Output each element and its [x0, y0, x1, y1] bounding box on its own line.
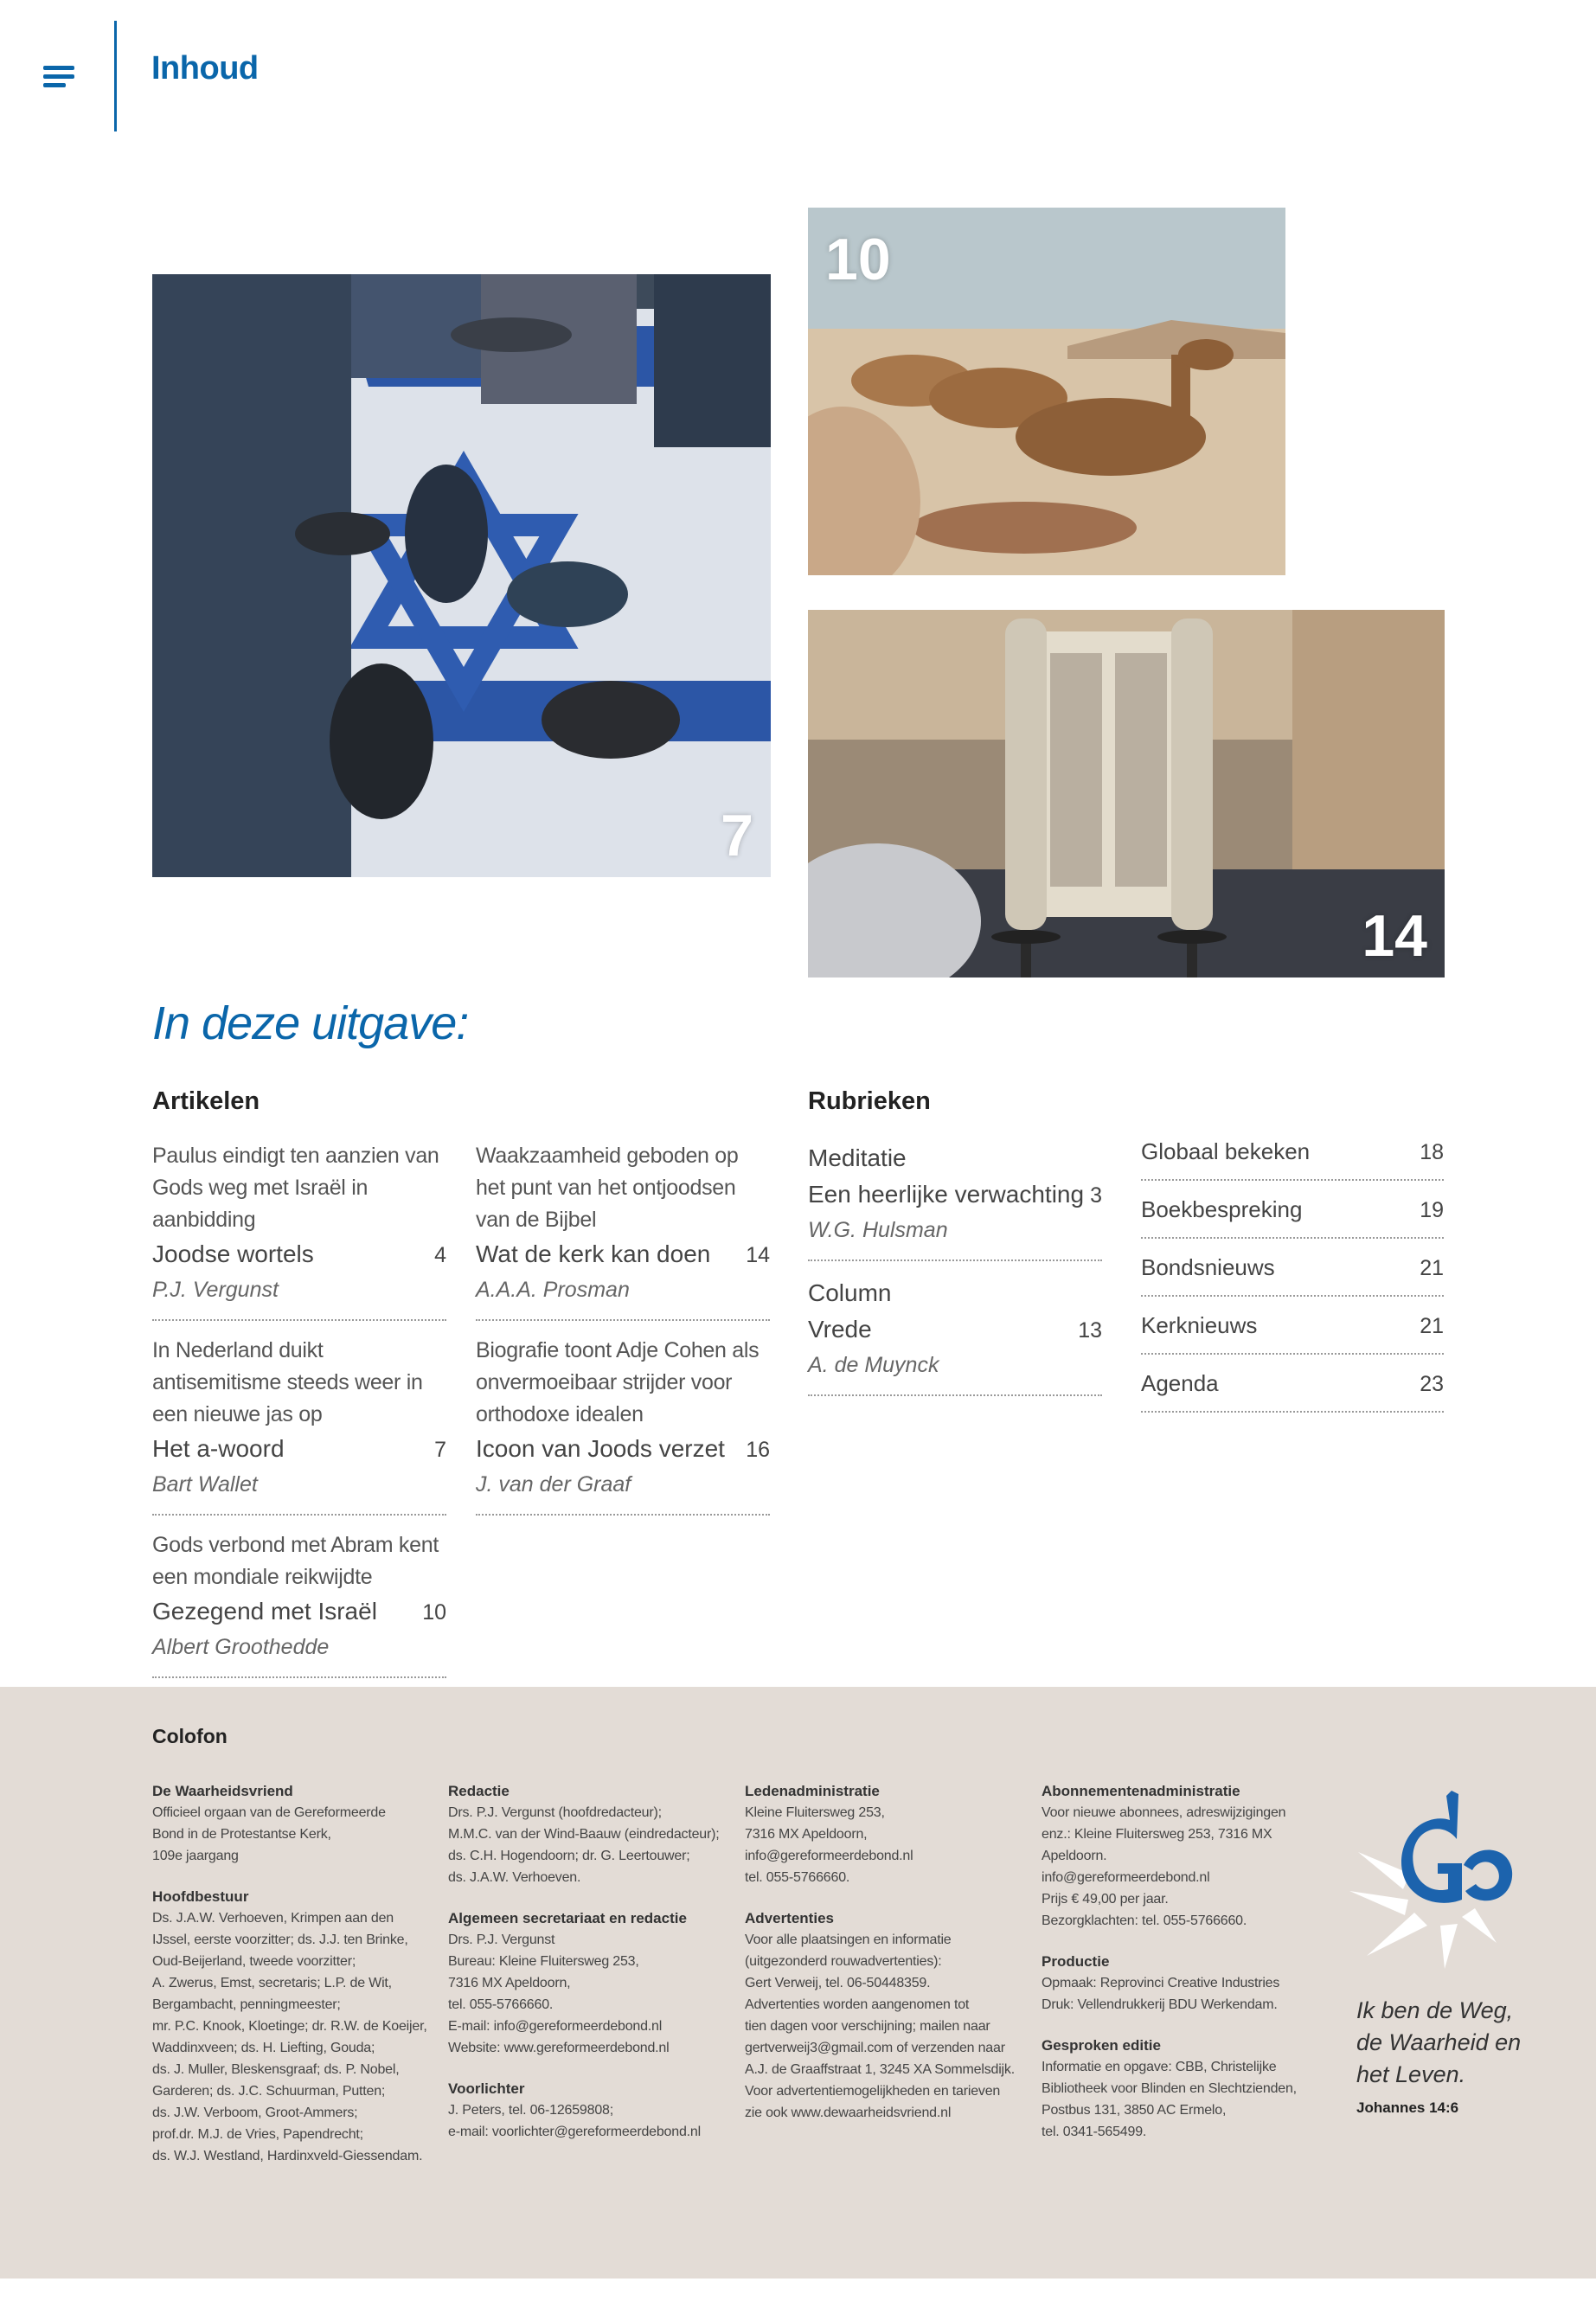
- colofon-email-link[interactable]: E-mail: info@gereformeerdebond.nl: [448, 2019, 663, 2034]
- colofon-block: [1042, 2035, 1327, 2143]
- colofon-line: Officieel orgaan van de Gereformeerde: [152, 1805, 386, 1820]
- article-description: Waakzaamheid geboden op het punt van het ontjoodsen van de Bijbel: [476, 1144, 739, 1232]
- article-page: 14: [746, 1243, 770, 1267]
- photo-torah[interactable]: [808, 610, 1445, 977]
- colofon-block: [152, 1780, 438, 1867]
- colofon-line: prof.dr. M.J. de Vries, Papendrecht;: [152, 2127, 363, 2142]
- colofon-block: [448, 2078, 734, 2143]
- article-title: Icoon van Joods verzet: [476, 1435, 725, 1462]
- rubriek-page: 13: [1078, 1318, 1102, 1343]
- rubriek-label: Globaal bekeken: [1141, 1138, 1311, 1164]
- colofon-line: Garderen; ds. J.C. Schuurman, Putten;: [152, 2084, 386, 2099]
- rubriek-item[interactable]: [808, 1275, 1102, 1396]
- colofon-heading: Ledenadministratie: [745, 1783, 880, 1799]
- rubriek-category: Column: [808, 1279, 892, 1306]
- rubriek-title: Vrede: [808, 1316, 872, 1343]
- colofon-line: mr. P.C. Knook, Kloetinge; dr. R.W. de Koeijer,: [152, 2019, 427, 2034]
- colofon-block: [448, 1907, 734, 2059]
- article-author: P.J. Vergunst: [152, 1278, 279, 1302]
- article-page: 16: [746, 1438, 770, 1462]
- colofon-line: Postbus 131, 3850 AC Ermelo,: [1042, 2103, 1227, 2118]
- colofon-line: ds. J. Muller, Bleskensgraaf; ds. P. Nobel,: [152, 2062, 400, 2077]
- colofon-line: Bergambacht, penningmeester;: [152, 1997, 341, 2012]
- colofon-line: Oud-Beijerland, tweede voorzitter;: [152, 1954, 356, 1969]
- article-description: Gods verbond met Abram kent een mondiale reikwijdte: [152, 1533, 439, 1589]
- rubriek-link[interactable]: [1141, 1130, 1444, 1181]
- colofon-email-link[interactable]: info@gereformeerdebond.nl: [1042, 1870, 1210, 1885]
- quote-line: Ik ben de Weg,: [1356, 1997, 1514, 2023]
- rubriek-author: W.G. Hulsman: [808, 1218, 948, 1242]
- colofon-line: tien dagen voor verschijning; mailen naar: [745, 2019, 990, 2034]
- article-title: Gezegend met Israël: [152, 1598, 377, 1625]
- rubriek-page: 21: [1420, 1314, 1444, 1338]
- colofon-heading: Algemeen secretariaat en redactie: [448, 1910, 687, 1926]
- rubriek-author: A. de Muynck: [808, 1353, 939, 1377]
- colofon-line: (uitgezonderd rouwadvertenties):: [745, 1954, 942, 1969]
- colofon-line: Prijs € 49,00 per jaar.: [1042, 1892, 1169, 1907]
- article-title: Joodse wortels: [152, 1240, 314, 1267]
- rubrieken-column-2: [1141, 1130, 1444, 1420]
- colofon-heading: Productie: [1042, 1953, 1110, 1970]
- hamburger-menu-icon[interactable]: [43, 66, 74, 88]
- rubriek-link[interactable]: [1141, 1362, 1444, 1413]
- rubriek-page: 23: [1420, 1372, 1444, 1396]
- colofon-block: [1042, 1780, 1327, 1932]
- article-page: 4: [434, 1243, 446, 1267]
- rubriek-label: Bondsnieuws: [1141, 1254, 1275, 1280]
- colofon-column-4: [1042, 1780, 1327, 2162]
- article-title: Het a-woord: [152, 1435, 285, 1462]
- photo-flag[interactable]: [152, 274, 771, 877]
- rubriek-label: Agenda: [1141, 1370, 1219, 1396]
- article-page: 7: [434, 1438, 446, 1462]
- artikelen-column-1: [152, 1140, 446, 1692]
- colofon-line: A.J. de Graaffstraat 1, 3245 XA Sommelsdijk.: [745, 2062, 1015, 2077]
- gereformeerde-bond-logo-icon: [1349, 1779, 1522, 1969]
- colofon-heading: Voorlichter: [448, 2080, 525, 2097]
- colofon-line: Bibliotheek voor Blinden en Slechtzienden,: [1042, 2081, 1297, 2096]
- rubriek-link[interactable]: [1141, 1188, 1444, 1239]
- colofon-heading: Advertenties: [745, 1910, 834, 1926]
- article-author: J. van der Graaf: [476, 1472, 631, 1497]
- colofon-line: Voor advertentiemogelijkheden en tarieven: [745, 2084, 1001, 2099]
- artikelen-column-2: [476, 1140, 770, 1529]
- colofon-line: enz.: Kleine Fluitersweg 253, 7316 MX: [1042, 1827, 1272, 1842]
- colofon-line: Drs. P.J. Vergunst (hoofdredacteur);: [448, 1805, 662, 1820]
- rubriek-link[interactable]: [1141, 1304, 1444, 1355]
- colofon-heading: Redactie: [448, 1783, 510, 1799]
- colofon-column-2: [448, 1780, 734, 2162]
- colofon-column-1: [152, 1780, 438, 2186]
- article-page: 10: [422, 1600, 446, 1625]
- colofon-line: gertverweij3@gmail.com of verzenden naar: [745, 2041, 1005, 2055]
- photo-flag-page-number: 7: [721, 803, 753, 868]
- colofon-line: 109e jaargang: [152, 1849, 239, 1863]
- colofon-line: Gert Verweij, tel. 06-50448359.: [745, 1976, 931, 1990]
- colofon-line: Voor alle plaatsingen en informatie: [745, 1932, 952, 1947]
- quote-reference: Johannes 14:6: [1356, 2099, 1459, 2116]
- colofon-line: tel. 055-5766660.: [745, 1870, 850, 1885]
- colofon-line: Opmaak: Reprovinci Creative Industries: [1042, 1976, 1280, 1990]
- colofon-heading: Abonnementenadministratie: [1042, 1783, 1240, 1799]
- colofon-line: IJssel, eerste voorzitter; ds. J.J. ten Brinke,: [152, 1932, 408, 1947]
- colofon-email-link[interactable]: e-mail: voorlichter@gereformeerdebond.nl: [448, 2125, 701, 2139]
- colofon-line: Bezorgklachten: tel. 055-5766660.: [1042, 1913, 1247, 1928]
- rubriek-title: Een heerlijke verwachting: [808, 1181, 1085, 1208]
- colofon-line: Waddinxveen; ds. H. Liefting, Gouda;: [152, 2041, 375, 2055]
- colofon-line: ds. W.J. Westland, Hardinxveld-Giessendam.: [152, 2149, 423, 2163]
- photo-flag-image: [152, 274, 771, 877]
- header-divider: [114, 21, 117, 131]
- colofon-line: M.M.C. van der Wind-Baauw (eindredacteur);: [448, 1827, 720, 1842]
- photo-torah-image: [808, 610, 1445, 977]
- colofon-line: Apeldoorn.: [1042, 1849, 1107, 1863]
- page-title: Inhoud: [151, 50, 259, 87]
- colofon-line: Bond in de Protestantse Kerk,: [152, 1827, 331, 1842]
- rubriek-link[interactable]: [1141, 1246, 1444, 1297]
- colofon-heading: Gesproken editie: [1042, 2037, 1161, 2054]
- rubriek-page: 21: [1420, 1256, 1444, 1280]
- colofon-line: ds. J.W. Verboom, Groot-Ammers;: [152, 2106, 358, 2120]
- photo-camels[interactable]: [808, 208, 1285, 575]
- rubriek-page: 18: [1420, 1140, 1444, 1164]
- quote-line: de Waarheid en: [1356, 2029, 1522, 2055]
- article-author: Bart Wallet: [152, 1472, 258, 1497]
- rubriek-category: Meditatie: [808, 1144, 907, 1171]
- colofon-line: tel. 055-5766660.: [448, 1997, 554, 2012]
- article-item[interactable]: [152, 1335, 446, 1516]
- article-author: A.A.A. Prosman: [476, 1278, 630, 1302]
- colofon-line: Ds. J.A.W. Verhoeven, Krimpen aan den: [152, 1911, 394, 1926]
- quote-line: het Leven.: [1356, 2061, 1466, 2087]
- article-author: Albert Groothedde: [152, 1635, 330, 1659]
- article-item[interactable]: [476, 1140, 770, 1321]
- colofon-block: [152, 1886, 438, 2167]
- colofon-block: [745, 1780, 1030, 1888]
- colofon-line: Drs. P.J. Vergunst: [448, 1932, 555, 1947]
- colofon-line: 7316 MX Apeldoorn,: [745, 1827, 868, 1842]
- colofon-block: [1042, 1951, 1327, 2016]
- article-description: Paulus eindigt ten aanzien van Gods weg met Israël in aanbidding: [152, 1144, 439, 1232]
- article-item[interactable]: [152, 1140, 446, 1321]
- colofon-line: tel. 0341-565499.: [1042, 2125, 1147, 2139]
- colofon-line: Kleine Fluitersweg 253,: [745, 1805, 885, 1820]
- colofon-line: Voor nieuwe abonnees, adreswijzigingen: [1042, 1805, 1286, 1820]
- colofon-line: J. Peters, tel. 06-12659808;: [448, 2103, 613, 2118]
- issue-heading: In deze uitgave:: [152, 997, 469, 1049]
- colofon-line: ds. J.A.W. Verhoeven.: [448, 1870, 581, 1885]
- article-item[interactable]: [476, 1335, 770, 1516]
- rubriek-item[interactable]: [808, 1140, 1102, 1261]
- colofon-line: ds. C.H. Hogendoorn; dr. G. Leertouwer;: [448, 1849, 690, 1863]
- article-description: Biografie toont Adje Cohen als onvermoeibaar strijder voor orthodoxe idealen: [476, 1338, 760, 1426]
- colofon-line: A. Zwerus, Emst, secretaris; L.P. de Wit,: [152, 1976, 392, 1990]
- colofon-email-link[interactable]: info@gereformeerdebond.nl: [745, 1849, 913, 1863]
- rubriek-page: 19: [1420, 1198, 1444, 1222]
- colofon-line: Bureau: Kleine Fluitersweg 253,: [448, 1954, 639, 1969]
- colofon-line: Advertenties worden aangenomen tot: [745, 1997, 970, 2012]
- section-title-artikelen: Artikelen: [152, 1087, 260, 1115]
- section-title-rubrieken: Rubrieken: [808, 1087, 931, 1115]
- rubriek-label: Kerknieuws: [1141, 1312, 1258, 1338]
- colofon-block: [448, 1780, 734, 1888]
- colofon-title: Colofon: [152, 1725, 228, 1747]
- rubrieken-column-1: [808, 1140, 1102, 1410]
- colofon-column-3: [745, 1780, 1030, 2143]
- colofon-heading: Hoofdbestuur: [152, 1888, 249, 1905]
- rubriek-label: Boekbespreking: [1141, 1196, 1303, 1222]
- colofon-heading: De Waarheidsvriend: [152, 1783, 293, 1799]
- colofon-line: zie ook www.dewaarheidsvriend.nl: [745, 2106, 952, 2120]
- colofon-line: Druk: Vellendrukkerij BDU Werkendam.: [1042, 1997, 1278, 2012]
- rubriek-page: 3: [1090, 1183, 1102, 1208]
- article-item[interactable]: [152, 1529, 446, 1678]
- article-title: Wat de kerk kan doen: [476, 1240, 711, 1267]
- colofon-block: [745, 1907, 1030, 2124]
- bible-quote: [1356, 1995, 1564, 2117]
- colofon-line: Informatie en opgave: CBB, Christelijke: [1042, 2060, 1277, 2074]
- article-description: In Nederland duikt antisemitisme steeds weer in een nieuwe jas op: [152, 1338, 423, 1426]
- photo-torah-page-number: 14: [1362, 903, 1427, 969]
- colofon-line: 7316 MX Apeldoorn,: [448, 1976, 571, 1990]
- photo-camels-page-number: 10: [825, 227, 891, 292]
- colofon-website-link[interactable]: Website: www.gereformeerdebond.nl: [448, 2041, 670, 2055]
